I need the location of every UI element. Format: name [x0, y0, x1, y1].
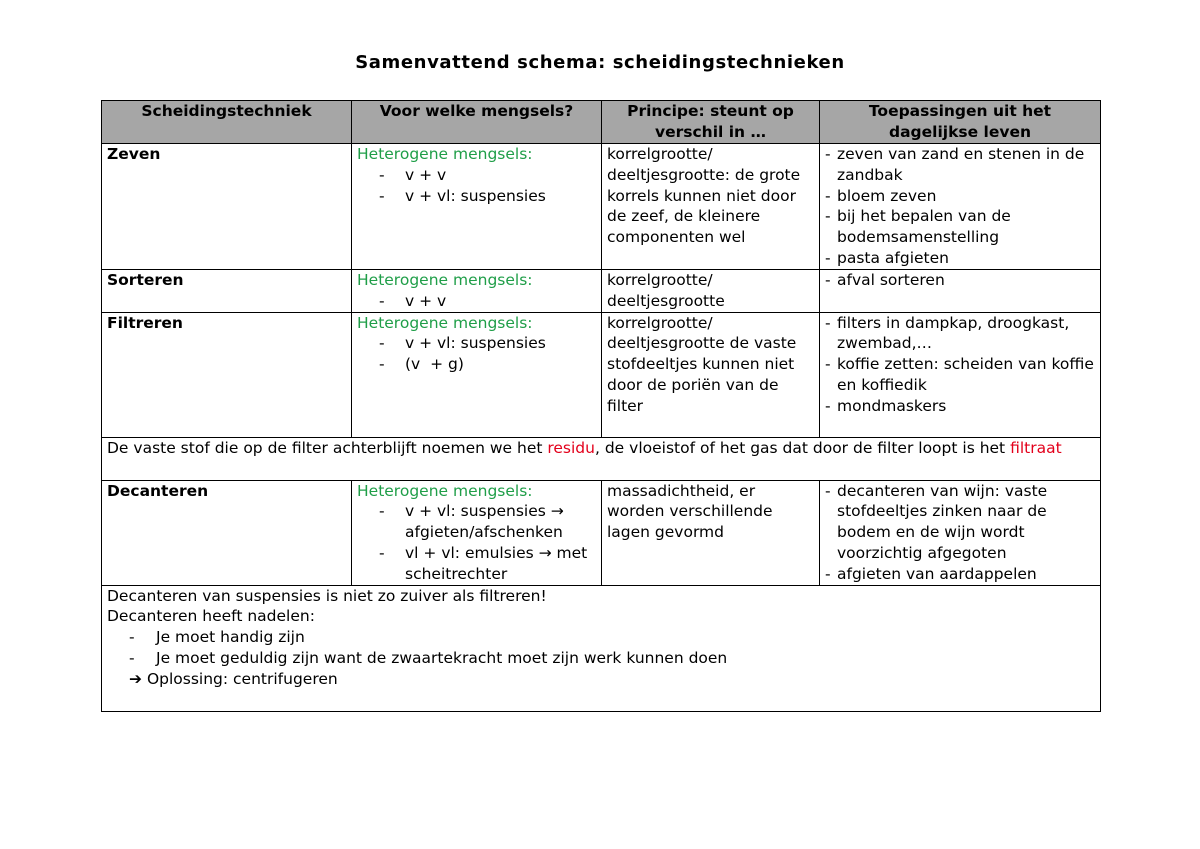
- table-row: [102, 270, 1101, 313]
- list-item: - Je moet handig zijn: [129, 628, 305, 647]
- list-item: - decanteren van wijn: vaste stofdeeltjes zinken naar de bodem en de wijn wordt voorzichtig afgegoten: [825, 481, 1048, 562]
- mixture-heading: Heterogene mengsels:: [357, 481, 533, 500]
- mixtures-cell: [352, 480, 602, 585]
- mixture-list: [357, 501, 596, 584]
- mixture-heading: Heterogene mengsels:: [357, 145, 533, 163]
- mixture-list: [357, 165, 596, 207]
- table-row: [102, 144, 1101, 270]
- technique-cell: Sorteren: [102, 270, 352, 313]
- list-item: - Je moet geduldig zijn want de zwaartekracht moet zijn werk kunnen doen: [129, 648, 728, 667]
- applications-list: [825, 313, 1095, 417]
- technique-cell: Decanteren: [102, 480, 352, 585]
- mixture-heading: Heterogene mengsels:: [357, 271, 533, 289]
- applications-list: [825, 481, 1095, 585]
- principle-cell: korrelgrootte/ deeltjesgrootte: [602, 270, 820, 313]
- list-item: - bij het bepalen van de bodemsamenstelling: [825, 207, 1011, 247]
- filtraat-term: filtraat: [1010, 438, 1062, 457]
- note-line: Decanteren van suspensies is niet zo zuiver als filtreren!: [107, 586, 547, 605]
- principle-cell: massadichtheid, er worden verschillende lagen gevormd: [602, 480, 820, 585]
- list-item: - bloem zeven: [825, 186, 937, 205]
- applications-list: [825, 144, 1095, 269]
- table-row: [102, 312, 1101, 437]
- list-item: - afgieten van aardappelen: [825, 564, 1037, 583]
- list-item: - mondmaskers: [825, 396, 947, 415]
- technique-cell: Zeven: [102, 144, 352, 270]
- mixtures-cell: [352, 270, 602, 313]
- solution-line: ➔ Oplossing: centrifugeren: [129, 669, 338, 688]
- header-principle: Principe: steunt op verschil in …: [602, 101, 820, 144]
- header-row: [102, 101, 1101, 144]
- mixtures-cell: [352, 312, 602, 437]
- technique-cell: Filtreren: [102, 312, 352, 437]
- table-row: [102, 480, 1101, 585]
- list-item: - v + v: [379, 165, 447, 184]
- mixture-heading: Heterogene mengsels:: [357, 313, 533, 332]
- list-item: - zeven van zand en stenen in de zandbak: [825, 145, 1085, 184]
- mixture-list: [357, 333, 596, 375]
- list-item: - filters in dampkap, droogkast, zwembad,…: [825, 313, 1070, 353]
- principle-cell: korrelgrootte/ deeltjesgrootte: de grote korrels kunnen niet door de zeef, de kleinere componenten wel: [602, 144, 820, 270]
- list-item: - (v + g): [379, 355, 464, 374]
- filter-note: De vaste stof die op de filter achterblijft noemen we het residu, de vloeistof of het gas dat door de filter loopt is het filtraat: [102, 437, 1101, 480]
- note-line: Decanteren heeft nadelen:: [107, 607, 315, 626]
- list-item: - v + vl: suspensies → afgieten/afschenken: [379, 502, 564, 542]
- drawbacks-list: [107, 627, 1095, 669]
- applications-list: [825, 270, 1095, 291]
- decant-note: [102, 585, 1101, 711]
- header-mixtures: Voor welke mengsels?: [352, 101, 602, 144]
- arrow-right-icon: ➔: [129, 669, 142, 688]
- list-item: - vl + vl: emulsies → met scheitrechter: [379, 543, 588, 583]
- header-technique: Scheidingstechniek: [102, 101, 352, 144]
- applications-cell: [820, 270, 1101, 313]
- applications-cell: [820, 312, 1101, 437]
- list-item: - pasta afgieten: [825, 248, 949, 267]
- applications-cell: [820, 480, 1101, 585]
- header-applications: Toepassingen uit het dagelijkse leven: [820, 101, 1101, 144]
- list-item: - afval sorteren: [825, 271, 945, 289]
- list-item: - koffie zetten: scheiden van koffie en koffiedik: [825, 355, 1094, 394]
- list-item: - v + vl: suspensies: [379, 186, 546, 205]
- residu-term: residu: [547, 438, 595, 457]
- filter-note-row: [102, 437, 1101, 480]
- applications-cell: [820, 144, 1101, 270]
- page-title: Samenvattend schema: scheidingstechnieken: [355, 52, 845, 73]
- separation-table: [101, 100, 1101, 712]
- decant-note-row: [102, 585, 1101, 711]
- mixtures-cell: [352, 144, 602, 270]
- principle-cell: korrelgrootte/ deeltjesgrootte de vaste stofdeeltjes kunnen niet door de poriën van de filter: [602, 312, 820, 437]
- list-item: - v + vl: suspensies: [379, 334, 546, 353]
- list-item: - v + v: [379, 291, 447, 310]
- mixture-list: [357, 291, 596, 312]
